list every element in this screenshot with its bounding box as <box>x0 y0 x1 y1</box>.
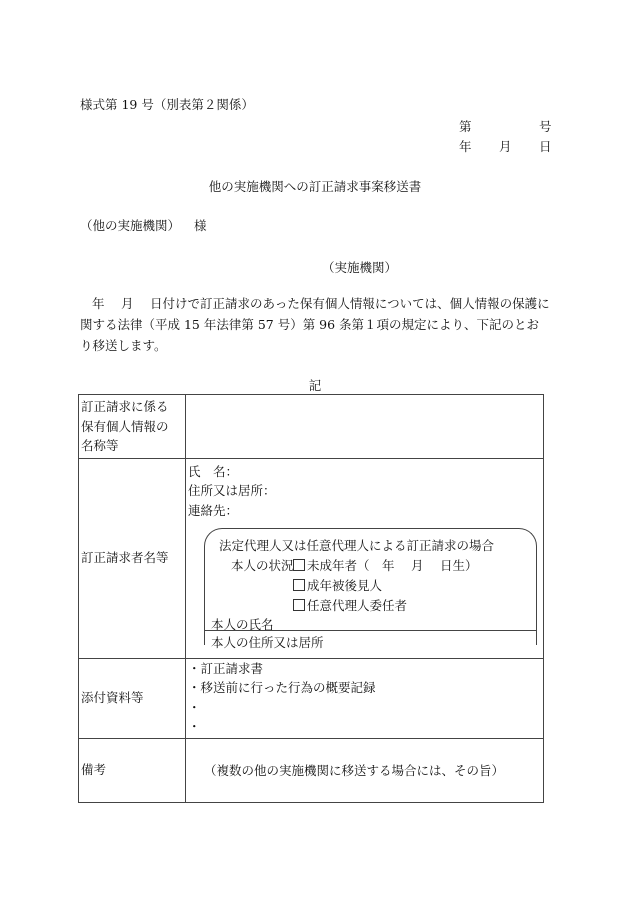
principal-name-label: 本人の氏名 <box>211 617 274 632</box>
info-name-label-line: 保有個人情報の <box>81 418 169 434</box>
table-row-remarks <box>79 738 544 802</box>
doc-number-prefix: 第 <box>459 119 472 134</box>
requester-value <box>186 458 544 658</box>
checkbox-icon <box>293 599 305 611</box>
principal-status-label: 本人の状況 <box>231 558 294 573</box>
addressee-honorific: 様 <box>194 218 207 233</box>
form-number: 様式第 19 号（別表第２関係） <box>80 97 254 112</box>
remarks-label: 備考 <box>79 738 186 802</box>
status-option-label: 成年被後見人 <box>307 578 383 593</box>
principal-address-label: 本人の住所又は居所 <box>211 635 324 650</box>
attachment-item: ・移送前に行った行為の概要記録 <box>188 680 376 695</box>
attachments-value <box>186 658 544 738</box>
principal-name-line <box>205 630 536 631</box>
doc-number-suffix: 号 <box>539 119 552 134</box>
info-name-value <box>186 395 544 459</box>
requester-name-field: 氏 名： <box>188 463 239 479</box>
representative-title: 法定代理人又は任意代理人による訂正請求の場合 <box>219 538 495 553</box>
info-name-label-line: 名称等 <box>81 438 119 453</box>
addressee <box>80 216 207 234</box>
representative-box <box>204 528 537 650</box>
transfer-table <box>78 394 544 803</box>
info-name-label-line: 訂正請求に係る <box>81 399 169 414</box>
status-option-ward <box>293 576 382 594</box>
table-row-attachments <box>79 658 544 738</box>
sender: （実施機関） <box>322 260 398 275</box>
status-option-label: 未成年者（ 年 月 日生） <box>307 558 478 573</box>
date-year: 年 <box>459 139 472 154</box>
checkbox-icon <box>293 579 305 591</box>
attachment-item: ・訂正請求書 <box>188 660 264 676</box>
status-option-minor <box>293 556 477 574</box>
remarks-value: （複数の他の実施機関に移送する場合には、その旨） <box>186 738 544 802</box>
requester-contact-field: 連絡先： <box>188 502 239 518</box>
date-day: 日 <box>539 139 552 154</box>
requester-label: 訂正請求者名等 <box>79 458 186 658</box>
status-option-label: 任意代理人委任者 <box>307 598 408 613</box>
table-row-info-name <box>79 395 544 459</box>
addressee-name: （他の実施機関） <box>80 218 181 233</box>
body-text: 年 月 日付けで訂正請求のあった保有個人情報については、個人情報の保護に関する法律（平成 15 年法律第 57 号）第 96 条第１項の規定により、下記のとおり移送します。 <box>80 296 550 353</box>
checkbox-icon <box>293 559 305 571</box>
attachment-item: ・ <box>188 699 201 715</box>
document-title: 他の実施機関への訂正請求事案移送書 <box>208 179 422 194</box>
date-month: 月 <box>499 139 512 154</box>
ki-heading: 記 <box>308 378 322 393</box>
table-row-requester <box>79 458 544 658</box>
requester-address-field: 住所又は居所： <box>188 483 276 498</box>
info-name-label <box>79 395 186 459</box>
attachments-label: 添付資料等 <box>79 658 186 738</box>
status-option-delegator <box>293 596 407 614</box>
attachment-item: ・ <box>188 719 201 734</box>
